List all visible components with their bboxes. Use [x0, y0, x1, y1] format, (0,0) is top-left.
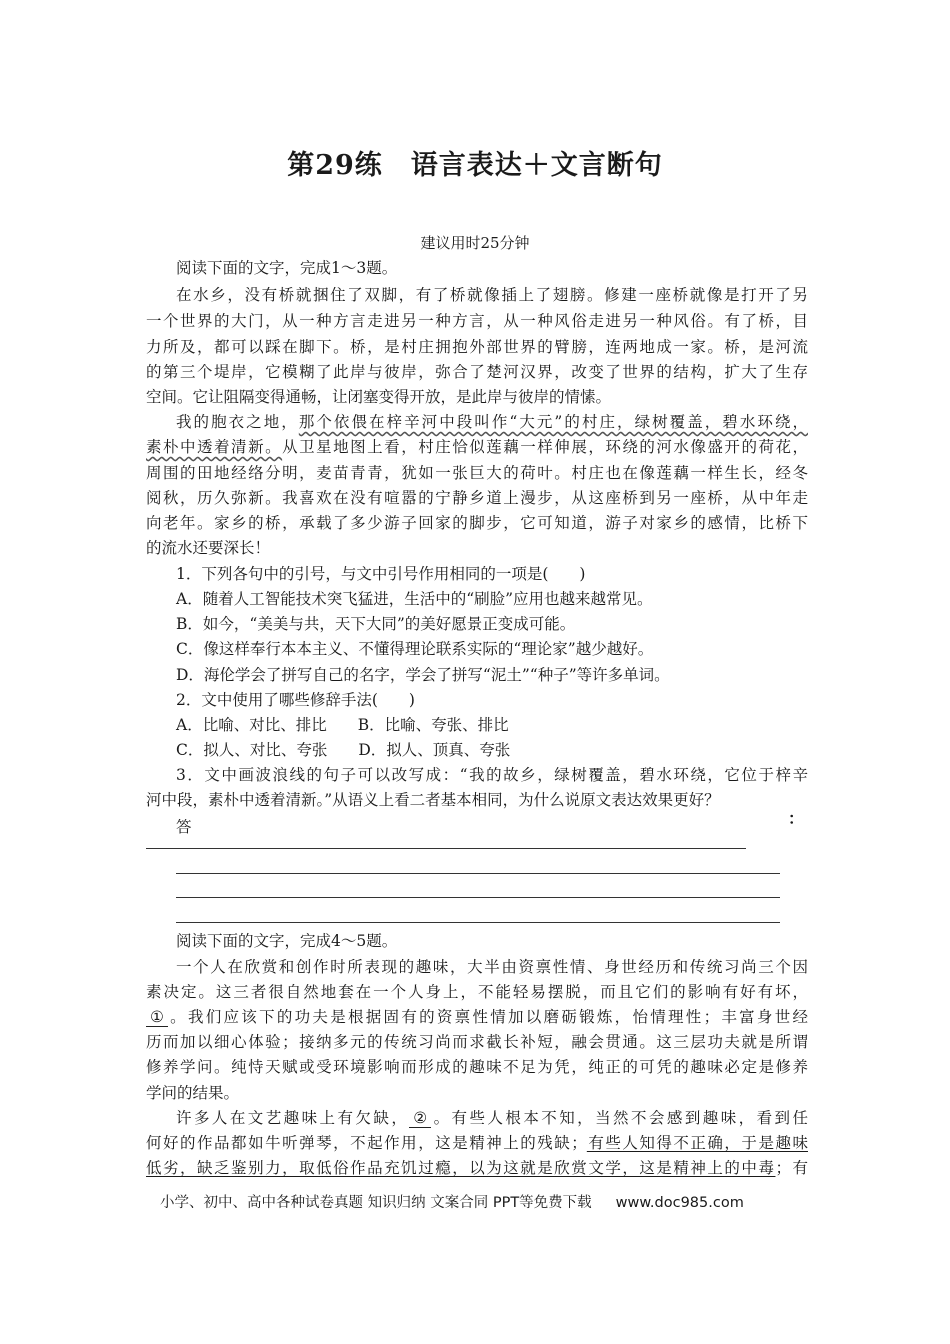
passage4-text: 何好的作品都如牛听弹琴，不起作用，这是精神上的残缺；: [146, 1134, 587, 1152]
passage3-line: 素决定。这三者很自然地套在一个人身上，不能轻易摆脱，而且它们的影响有好有坏，: [146, 983, 808, 1001]
answer-line[interactable]: [176, 897, 780, 898]
passage2-line: 阅秋，历久弥新。我喜欢在没有喧嚣的宁静乡道上漫步，从这座桥到另一座桥，从中年走: [146, 489, 808, 507]
question2-options-row2: C．拟人、对比、夸张 D．拟人、顶真、夸张: [176, 741, 511, 759]
wavy-underlined-sentence: 那个依偎在梓辛河中段叫作“大元”的村庄，绿树覆盖，碧水环绕，: [298, 413, 808, 431]
passage3-line: 修养学问。纯恃天赋或受环境影响而形成的趣味不足为凭，纯正的可凭的趣味必定是修养: [146, 1058, 808, 1076]
passage3-line: 学问的结果。: [146, 1084, 240, 1102]
passage4-text: 。有些人根本不知，当然不会感到趣味，看到任: [431, 1109, 808, 1127]
question1-option-a: A．随着人工智能技术突飞猛进，生活中的“刷脸”应用也越来越常见。: [176, 590, 653, 608]
passage2-line: 向老年。家乡的桥，承载了多少游子回家的脚步，它可知道，游子对家乡的感情，比桥下: [146, 514, 808, 532]
underlined-sentence: 低劣，缺乏鉴别力，取低俗作品充饥过瘾，以为这就是欣赏文学，这是精神上的中毒: [146, 1159, 776, 1177]
passage1-line: 力所及，都可以踩在脚下。桥，是村庄拥抱外部世界的臂膀，连两地成一家。桥，是河流: [146, 338, 808, 356]
answer-line[interactable]: [176, 922, 780, 923]
question3-stem-line: 3．文中画波浪线的句子可以改写成：“我的故乡，绿树覆盖，碧水环绕，它位于梓辛: [176, 766, 808, 784]
passage4-line: [146, 1132, 808, 1154]
passage2-text: 我的胞衣之地，: [176, 413, 299, 431]
question1-stem: 1．下列各句中的引号，与文中引号作用相同的一项是( ): [176, 565, 586, 583]
passage2-line: 周围的田地经络分明，麦苗青青，犹如一张巨大的荷叶。村庄也在像莲藕一样生长，经冬: [146, 464, 808, 482]
passage3-line: [146, 1006, 808, 1028]
passage1-line: 在水乡，没有桥就捆住了双脚，有了桥就像插上了翅膀。修建一座桥就像是打开了另: [176, 286, 808, 304]
section1-intro: 阅读下面的文字，完成1～3题。: [176, 259, 398, 277]
time-hint: 建议用时25分钟: [420, 234, 530, 252]
question3-stem-line: 河中段，素朴中透着清新。”从语义上看二者基本相同，为什么说原文表达效果更好？: [146, 791, 720, 809]
passage2-line: [176, 411, 808, 433]
passage1-line: 空间。它让阻隔变得通畅，让闭塞变得开放，是此岸与彼岸的情愫。: [146, 388, 612, 406]
question1-option-c: C．像这样奉行本本主义、不懂得理论联系实际的“理论家”越少越好。: [176, 640, 654, 658]
underlined-sentence: 有些人知得不正确，于是趣味: [586, 1134, 808, 1152]
fill-blank-1[interactable]: ①: [146, 1008, 168, 1027]
question1-option-b: B．如今，“美美与共，天下大同”的美好愿景正变成可能。: [176, 615, 576, 633]
footer-text: 小学、初中、高中各种试卷真题 知识归纳 文案合同 PPT等免费下载: [160, 1195, 592, 1211]
passage2-line: 的流水还要深长！: [146, 539, 271, 557]
passage3-text: 。我们应该下的功夫是根据固有的资禀性情加以磨砺锻炼，怡情理性；丰富身世经: [167, 1008, 808, 1026]
passage1-line: 一个世界的大门，从一种方言走进另一种方言，从一种风俗走进另一种风俗。有了桥，目: [146, 312, 808, 330]
passage3-line: 历而加以细心体验；接纳多元的传统习尚而求截长补短，融会贯通。这三层功夫就是所谓: [146, 1033, 808, 1051]
answer-colon: ：: [788, 809, 805, 828]
page-title: 第29练 语言表达＋文言断句: [287, 150, 663, 181]
passage4-text: ；有: [775, 1159, 808, 1177]
footer-url[interactable]: www.doc985.com: [615, 1195, 744, 1211]
passage4-line: [176, 1107, 808, 1129]
footer-banner: [160, 1191, 744, 1212]
passage1-line: 的第三个堤岸，它模糊了此岸与彼岸，弥合了楚河汉界，改变了世界的结构，扩大了生存: [146, 363, 808, 381]
section2-intro: 阅读下面的文字，完成4～5题。: [176, 932, 398, 950]
passage2-text: 从卫星地图上看，村庄恰似莲藕一样伸展，环绕的河水像盛开的荷花，: [282, 438, 808, 456]
passage2-line: [146, 436, 808, 458]
question2-stem: 2．文中使用了哪些修辞手法( ): [176, 691, 415, 709]
passage4-line: [146, 1157, 808, 1179]
passage3-line: 一个人在欣赏和创作时所表现的趣味，大半由资禀性情、身世经历和传统习尚三个因: [176, 958, 808, 976]
wavy-underlined-sentence: 素朴中透着清新。: [146, 438, 283, 456]
question1-option-d: D．海伦学会了拼写自己的名字，学会了拼写“泥土”“种子”等许多单词。: [176, 666, 670, 684]
answer-label: 答: [176, 818, 192, 836]
answer-line[interactable]: [176, 873, 780, 874]
answer-line[interactable]: [146, 848, 746, 849]
question2-options-row1: A．比喻、对比、排比 B．比喻、夸张、排比: [176, 716, 509, 734]
fill-blank-2[interactable]: ②: [409, 1109, 431, 1128]
passage4-text: 许多人在文艺趣味上有欠缺，: [176, 1109, 410, 1127]
